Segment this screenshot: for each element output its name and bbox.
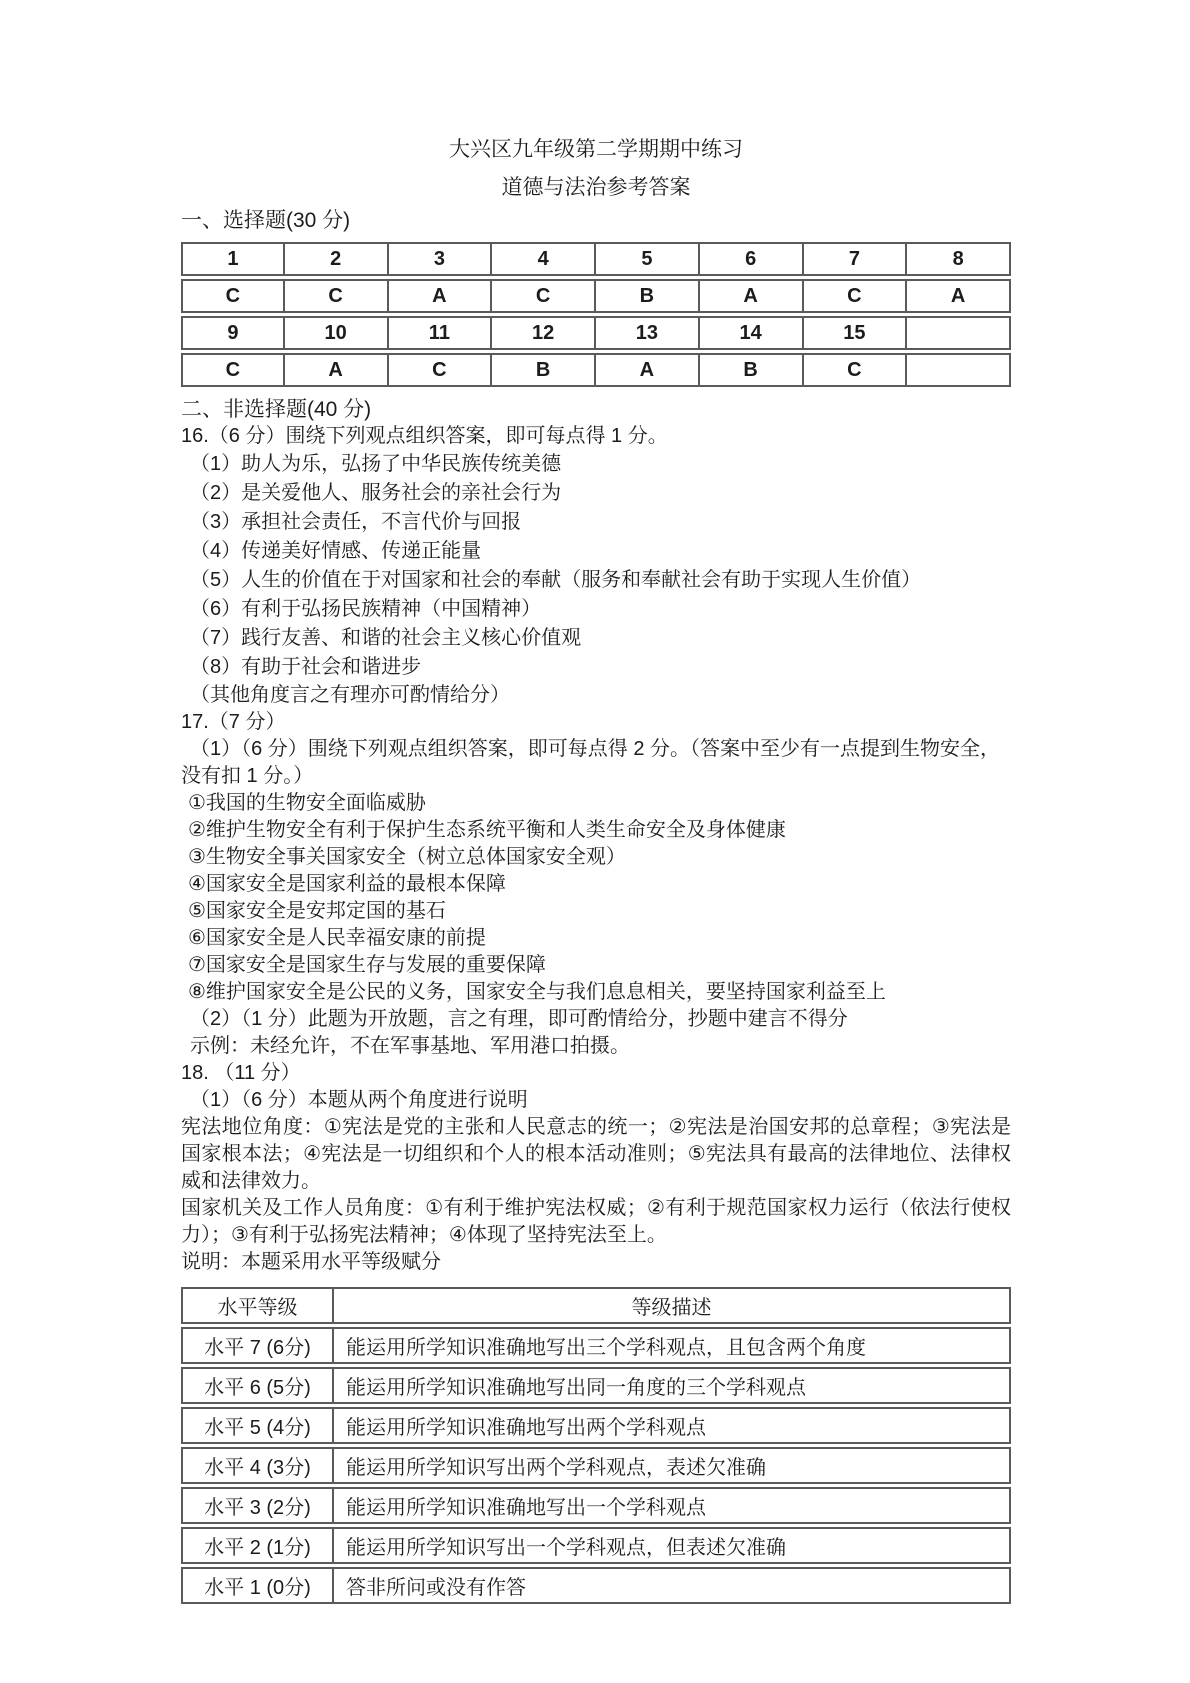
question-number-cell: 13: [596, 316, 700, 350]
q16-item: （7）践行友善、和谐的社会主义核心价值观: [190, 627, 582, 649]
level-cell: 水平 4 (3分): [181, 1447, 334, 1484]
level-grading-table: [181, 1284, 1011, 1607]
doc-title-line1: 大兴区九年级第二学期期中练习: [449, 138, 743, 161]
q17-item: ⑧维护国家安全是公民的义务，国家安全与我们息息相关，要坚持国家利益至上: [188, 981, 886, 1003]
table-header-row: [181, 1287, 1011, 1324]
question-number-cell: 7: [804, 242, 908, 276]
table-row: [181, 1527, 1011, 1564]
q17-part1: （1）（6 分）围绕下列观点组织答案，即可每点得 2 分。（答案中至少有一点提到生物安全，没有扣 1 分。）: [181, 738, 1001, 787]
q16-item: （2）是关爱他人、服务社会的亲社会行为: [190, 482, 562, 504]
level-cell: 水平 6 (5分): [181, 1367, 334, 1404]
table-row: [181, 316, 1011, 350]
question-number-cell: 15: [804, 316, 908, 350]
table-row: [181, 1407, 1011, 1444]
q16-item: （5）人生的价值在于对国家和社会的奉献（服务和奉献社会有助于实现人生价值）: [190, 569, 922, 591]
question-number-cell: 12: [492, 316, 596, 350]
q18-angle1: 宪法地位角度：①宪法是党的主张和人民意志的统一；②宪法是治国安邦的总章程；③宪法是国家根本法；④宪法是一切组织和个人的根本活动准则；⑤宪法具有最高的法律地位、法律权威和法律效力。: [181, 1116, 1011, 1192]
description-cell: 能运用所学知识写出两个学科观点，表述欠准确: [334, 1447, 1011, 1484]
description-cell: 能运用所学知识准确地写出两个学科观点: [334, 1407, 1011, 1444]
doc-title-line2: 道德与法治参考答案: [501, 176, 691, 199]
table-row: [181, 353, 1011, 387]
table-row: [181, 1487, 1011, 1524]
question-number-cell: 10: [285, 316, 389, 350]
empty-cell: [907, 353, 1011, 387]
section1-heading: 一、选择题(30 分): [181, 209, 351, 232]
q16-item: （8）有助于社会和谐进步: [190, 656, 422, 678]
level-cell: 水平 3 (2分): [181, 1487, 334, 1524]
q16-item: （6）有利于弘扬民族精神（中国精神）: [190, 598, 542, 620]
question-number-cell: 9: [181, 316, 285, 350]
answer-cell: A: [596, 353, 700, 387]
q17-item: ③生物安全事关国家安全（树立总体国家安全观）: [188, 846, 626, 868]
q16-intro: 16.（6 分）围绕下列观点组织答案，即可每点得 1 分。: [181, 425, 668, 447]
question-number-cell: 6: [700, 242, 804, 276]
question-number-cell: 5: [596, 242, 700, 276]
question-number-cell: 8: [907, 242, 1011, 276]
q17-heading: 17.（7 分）: [181, 711, 286, 733]
level-cell: 水平 1 (0分): [181, 1567, 334, 1604]
q18-part1: （1）（6 分）本题从两个角度进行说明: [190, 1089, 528, 1111]
q17-item: ⑦国家安全是国家生存与发展的重要保障: [188, 954, 546, 976]
document-content: [181, 136, 1011, 1607]
answer-cell: B: [596, 279, 700, 313]
question-number-cell: 3: [389, 242, 493, 276]
answer-cell: C: [389, 353, 493, 387]
multiple-choice-answer-table: [181, 239, 1011, 390]
table-row: [181, 1327, 1011, 1364]
q16-item: （4）传递美好情感、传递正能量: [190, 540, 482, 562]
question-number-cell: 1: [181, 242, 285, 276]
table-row: [181, 1447, 1011, 1484]
q17-item: ①我国的生物安全面临威胁: [188, 792, 426, 814]
answer-cell: A: [285, 353, 389, 387]
q18-heading: 18. （11 分）: [181, 1062, 301, 1084]
answer-cell: C: [181, 279, 285, 313]
description-cell: 能运用所学知识准确地写出三个学科观点，且包含两个角度: [334, 1327, 1011, 1364]
q17-item: ②维护生物安全有利于保护生态系统平衡和人类生命安全及身体健康: [188, 819, 786, 841]
section2-heading: 二、非选择题(40 分): [181, 398, 372, 421]
answer-cell: C: [181, 353, 285, 387]
description-header-cell: 等级描述: [334, 1287, 1011, 1324]
description-cell: 能运用所学知识准确地写出同一角度的三个学科观点: [334, 1367, 1011, 1404]
level-cell: 水平 7 (6分): [181, 1327, 334, 1364]
level-cell: 水平 2 (1分): [181, 1527, 334, 1564]
level-cell: 水平 5 (4分): [181, 1407, 334, 1444]
q16-item: （3）承担社会责任，不言代价与回报: [190, 511, 522, 533]
answer-cell: A: [700, 279, 804, 313]
answer-cell: C: [285, 279, 389, 313]
q17-example: 示例：未经允许，不在军事基地、军用港口拍摄。: [190, 1035, 630, 1057]
question-number-cell: 14: [700, 316, 804, 350]
description-cell: 答非所问或没有作答: [334, 1567, 1011, 1604]
table-row: [181, 242, 1011, 276]
q18-note: 说明：本题采用水平等级赋分: [181, 1251, 441, 1273]
answer-cell: B: [700, 353, 804, 387]
answer-cell: A: [389, 279, 493, 313]
question-number-cell: 4: [492, 242, 596, 276]
question-number-cell: 2: [285, 242, 389, 276]
answer-cell: B: [492, 353, 596, 387]
description-cell: 能运用所学知识写出一个学科观点，但表述欠准确: [334, 1527, 1011, 1564]
q17-item: ⑤国家安全是安邦定国的基石: [188, 900, 446, 922]
table-row: [181, 1567, 1011, 1604]
empty-cell: [907, 316, 1011, 350]
table-row: [181, 279, 1011, 313]
table-row: [181, 1367, 1011, 1404]
q16-note: （其他角度言之有理亦可酌情给分）: [190, 684, 510, 706]
description-cell: 能运用所学知识准确地写出一个学科观点: [334, 1487, 1011, 1524]
answer-cell: C: [804, 353, 908, 387]
q18-angle2: 国家机关及工作人员角度：①有利于维护宪法权威；②有利于规范国家权力运行（依法行使权力）；③有利于弘扬宪法精神；④体现了坚持宪法至上。: [181, 1197, 1011, 1246]
answer-cell: C: [804, 279, 908, 313]
q17-item: ④国家安全是国家利益的最根本保障: [188, 873, 506, 895]
answer-cell: C: [492, 279, 596, 313]
question-number-cell: 11: [389, 316, 493, 350]
level-header-cell: 水平等级: [181, 1287, 334, 1324]
q17-item: ⑥国家安全是人民幸福安康的前提: [188, 927, 486, 949]
q16-item: （1）助人为乐，弘扬了中华民族传统美德: [190, 453, 562, 475]
q17-part2: （2）（1 分）此题为开放题，言之有理，即可酌情给分，抄题中建言不得分: [190, 1008, 848, 1030]
answer-cell: A: [907, 279, 1011, 313]
